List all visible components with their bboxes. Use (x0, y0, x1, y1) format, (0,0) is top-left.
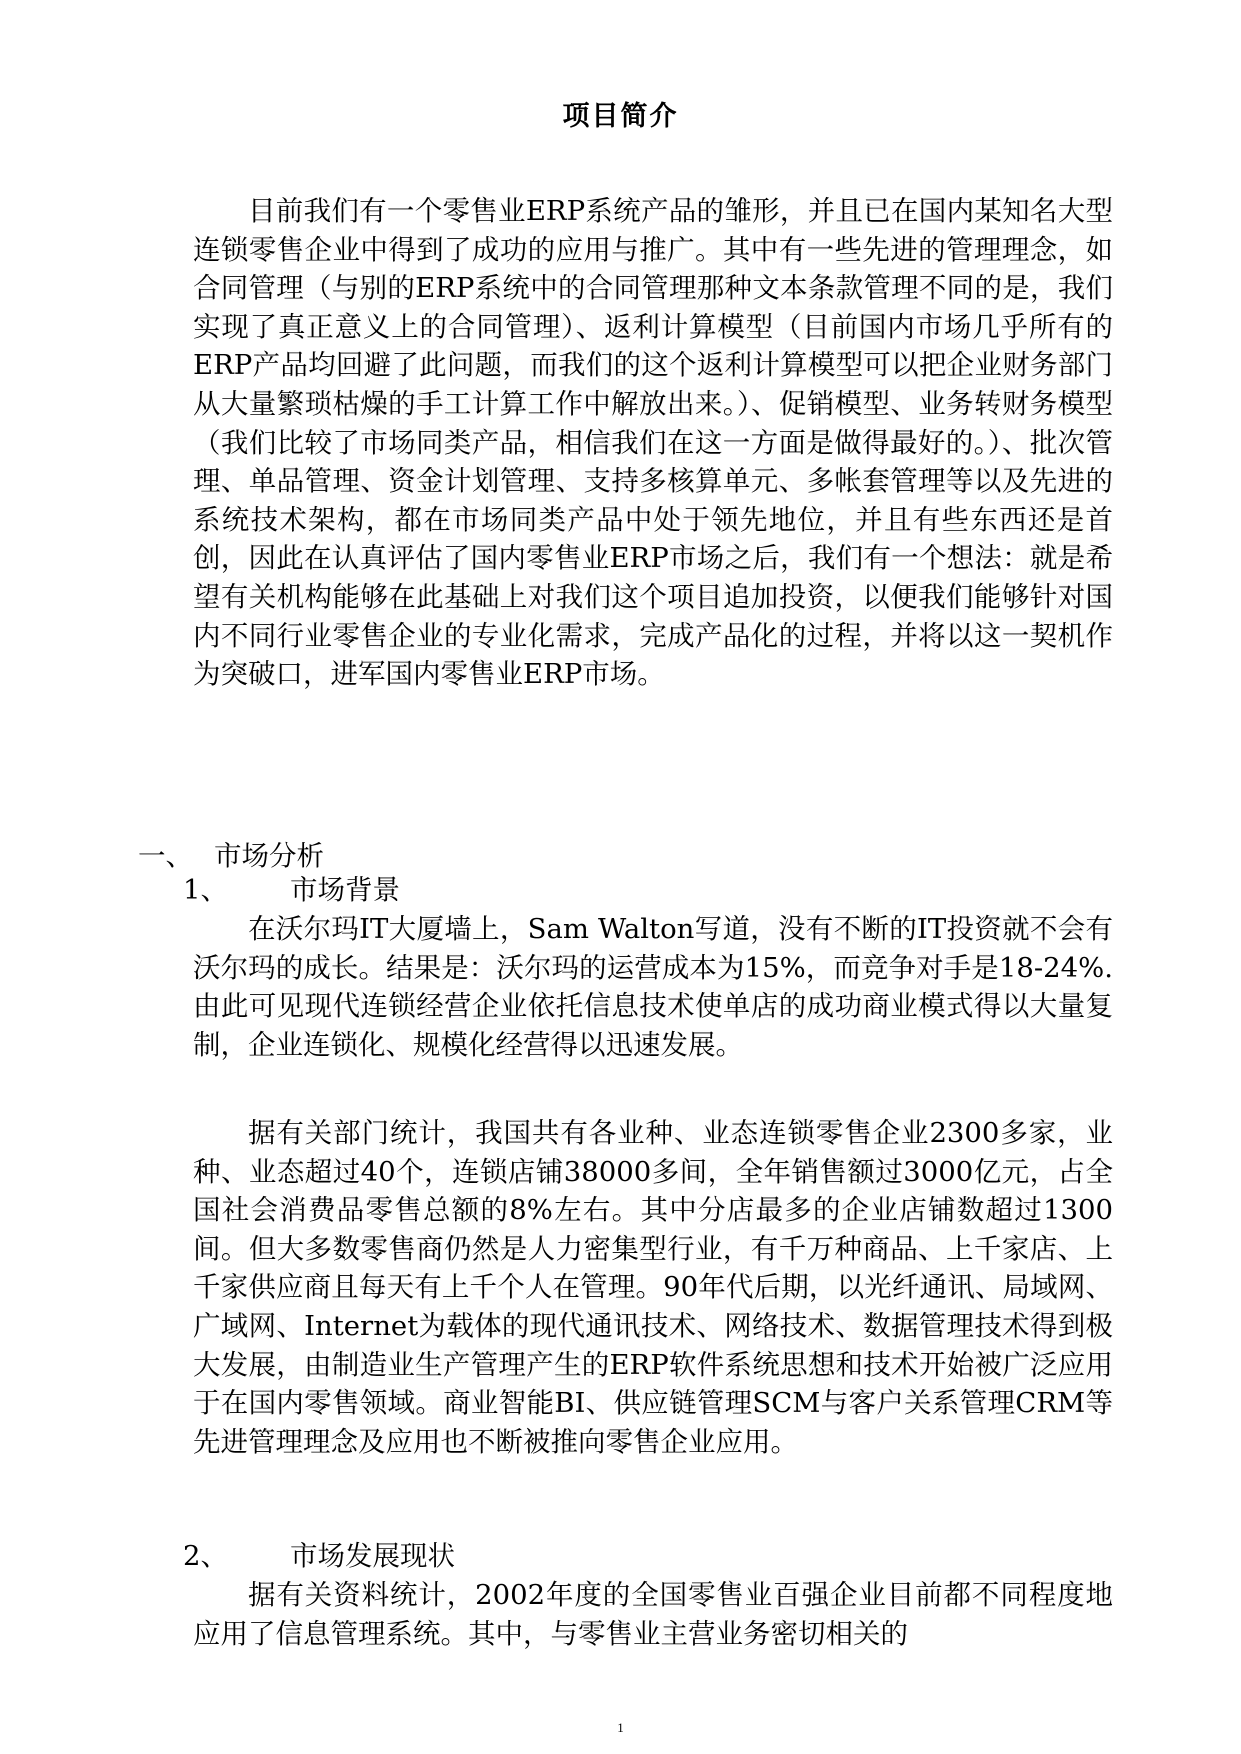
subsection-heading-market-background (183, 871, 400, 910)
subsection-number: 2、 (183, 1540, 228, 1572)
subsection-heading-market-status (183, 1537, 455, 1576)
section-title: 市场分析 (214, 840, 324, 872)
page-number: 1 (617, 1720, 624, 1735)
market-background-paragraph-2: 据有关部门统计，我国共有各业种、业态连锁零售企业2300多家，业种、业态超过40个，连锁店铺38000多间，全年销售额过3000亿元，占全国社会消费品零售总额的8%左右。其中分店最多的企业店铺数超过1300间。但大多数零售商仍然是人力密集型行业，有千万种商品、上千家店、上千家供应商且每天有上千个人在管理。90年代后期，以光纤通讯、局域网、广域网、Internet为载体的现代通讯技术、网络技术、数据管理技术得到极大发展，由制造业生产管理产生的ERP软件系统思想和技术开始被广泛应用于在国内零售领域。商业智能BI、供应链管理SCM与客户关系管理CRM等先进管理理念及应用也不断被推向零售企业应用。 (193, 1117, 1113, 1458)
subsection-title: 市场背景 (290, 874, 400, 906)
subsection-title: 市场发展现状 (290, 1540, 455, 1572)
market-status-paragraph-1: 据有关资料统计，2002年度的全国零售业百强企业目前都不同程度地应用了信息管理系统。其中，与零售业主营业务密切相关的 (193, 1579, 1113, 1650)
intro-paragraph: 目前我们有一个零售业ERP系统产品的雏形，并且已在国内某知名大型连锁零售企业中得到了成功的应用与推广。其中有一些先进的管理理念，如合同管理（与别的ERP系统中的合同管理那种文本条款管理不同的是，我们实现了真正意义上的合同管理）、返利计算模型（目前国内市场几乎所有的ERP产品均回避了此问题，而我们的这个返利计算模型可以把企业财务部门从大量繁琐枯燥的手工计算工作中解放出来。）、促销模型、业务转财务模型（我们比较了市场同类产品，相信我们在这一方面是做得最好的。）、批次管理、单品管理、资金计划管理、支持多核算单元、多帐套管理等以及先进的系统技术架构，都在市场同类产品中处于领先地位，并且有些东西还是首创，因此在认真评估了国内零售业ERP市场之后，我们有一个想法：就是希望有关机构能够在此基础上对我们这个项目追加投资，以便我们能够针对国内不同行业零售企业的专业化需求，完成产品化的过程，并将以这一契机作为突破口，进军国内零售业ERP市场。 (193, 195, 1113, 691)
page-title: 项目简介 (562, 101, 679, 132)
market-background-paragraph-1: 在沃尔玛IT大厦墙上，Sam Walton写道，没有不断的IT投资就不会有沃尔玛的成长。结果是：沃尔玛的运营成本为15%，而竞争对手是18-24%.由此可见现代连锁经营企业依托信息技术使单店的成功商业模式得以大量复制，企业连锁化、规模化经营得以迅速发展。 (193, 913, 1113, 1061)
subsection-number: 1、 (183, 874, 228, 906)
section-number: 一、 (138, 840, 193, 872)
section-heading-market-analysis (138, 837, 324, 876)
